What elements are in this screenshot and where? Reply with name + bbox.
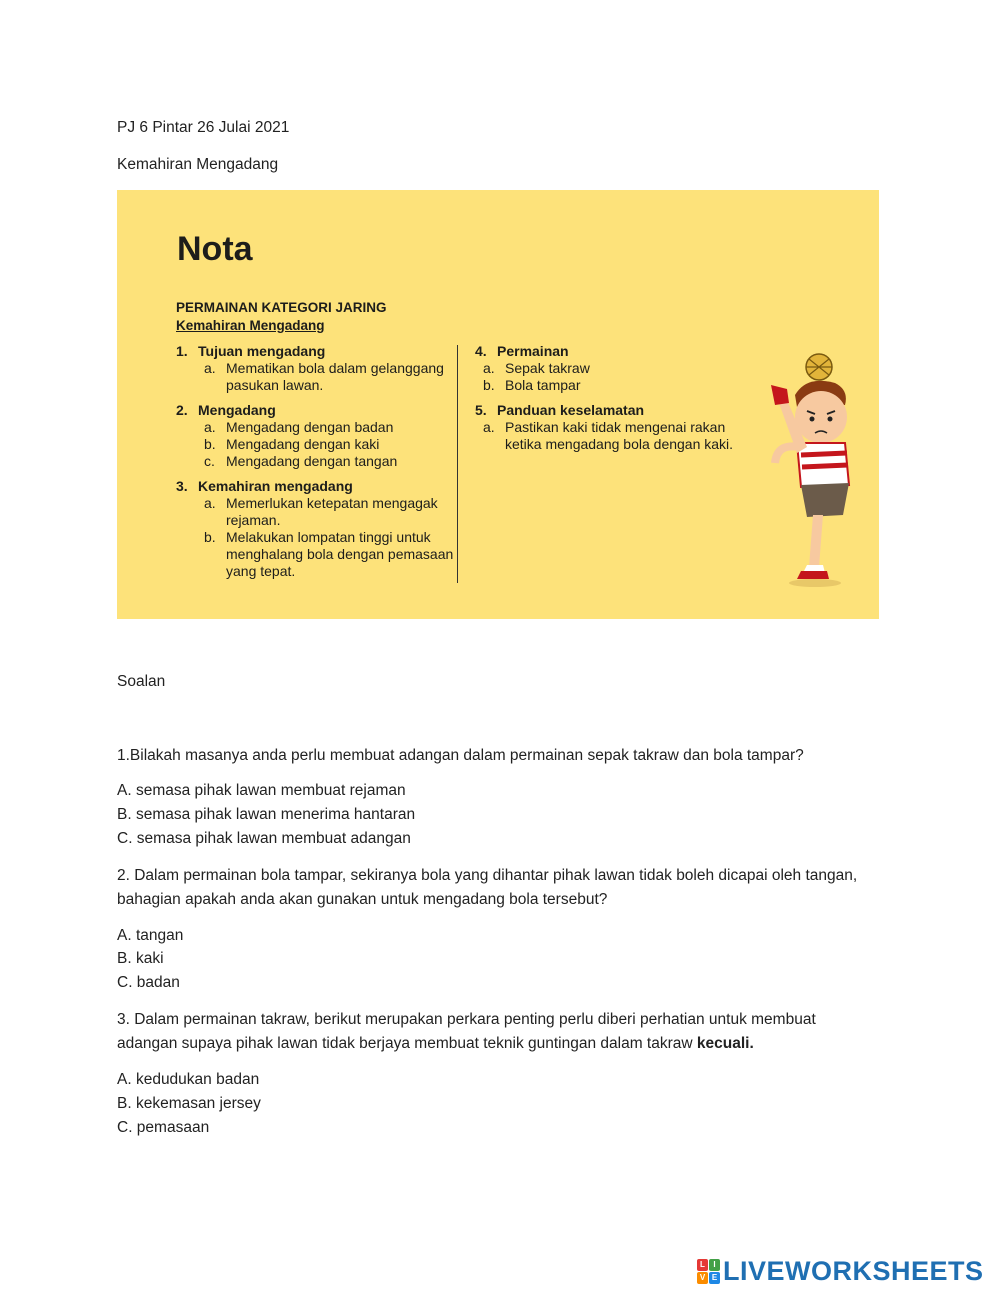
section-title: Panduan keselamatan xyxy=(497,402,645,418)
nota-category: PERMAINAN KATEGORI JARING xyxy=(176,300,387,315)
item-text: Mematikan bola dalam gelanggang pasukan lawan. xyxy=(226,360,444,393)
standing-leg xyxy=(809,515,823,567)
item-letter: b. xyxy=(204,436,216,452)
item-letter: a. xyxy=(483,419,495,435)
nota-section xyxy=(176,343,466,394)
soalan-label: Soalan xyxy=(117,673,166,690)
brand-name: LIVEWORKSHEETS xyxy=(723,1255,984,1286)
option[interactable]: B. semasa pihak lawan menerima hantaran xyxy=(117,806,416,823)
doc-topic-line: Kemahiran Mengadang xyxy=(117,156,279,173)
section-title: Kemahiran mengadang xyxy=(198,478,353,494)
option[interactable]: B. kaki xyxy=(117,950,164,967)
question-2: 2. Dalam permainan bola tampar, sekiranya bola yang dihantar pihak lawan tidak boleh dicapai oleh tangan, bahagian apakah anda akan gunakan untuk mengadang bola tersebut? xyxy=(117,867,858,908)
item-text: Mengadang dengan tangan xyxy=(226,453,398,469)
section-number: 5. xyxy=(475,402,487,418)
option[interactable]: B. kekemasan jersey xyxy=(117,1095,261,1112)
item-letter: a. xyxy=(204,495,216,511)
arm xyxy=(775,446,799,463)
takraw-player-illustration xyxy=(757,345,872,590)
option[interactable]: A. kedudukan badan xyxy=(117,1071,260,1088)
section-number: 4. xyxy=(475,343,487,359)
option[interactable]: C. semasa pihak lawan membuat adangan xyxy=(117,830,411,847)
brand-blocks xyxy=(697,1259,720,1284)
section-number: 2. xyxy=(176,402,188,418)
item-text: Mengadang dengan badan xyxy=(226,419,394,435)
brand-block: V xyxy=(697,1272,708,1284)
column-divider xyxy=(457,345,458,583)
nota-section xyxy=(475,402,735,453)
item-letter: a. xyxy=(204,360,216,376)
item-text: Memerlukan ketepatan mengagak rejaman. xyxy=(226,495,438,528)
face xyxy=(795,391,847,443)
option[interactable]: A. semasa pihak lawan membuat rejaman xyxy=(117,782,406,799)
brand-block: I xyxy=(709,1259,720,1271)
raised-shoe xyxy=(771,385,789,405)
item-text: Sepak takraw xyxy=(505,360,590,376)
standing-shoe xyxy=(797,571,829,579)
question-3-emphasis: kecuali. xyxy=(696,1035,754,1052)
section-number: 3. xyxy=(176,478,188,494)
section-number: 1. xyxy=(176,343,188,359)
item-text: Pastikan kaki tidak mengenai rakan ketika mengadang bola dengan kaki. xyxy=(505,419,734,452)
item-text: Melakukan lompatan tinggi untuk menghalang bola dengan pemasaan yang tepat. xyxy=(226,529,454,579)
nota-panel xyxy=(117,190,879,619)
brand-block: E xyxy=(709,1272,720,1284)
nota-section xyxy=(176,478,466,580)
option[interactable]: A. tangan xyxy=(117,927,184,944)
item-text: Mengadang dengan kaki xyxy=(226,436,380,452)
item-letter: b. xyxy=(483,377,495,393)
item-letter: b. xyxy=(204,529,216,545)
question-1: 1.Bilakah masanya anda perlu membuat adangan dalam permainan sepak takraw dan bola tampar? xyxy=(117,747,804,764)
section-title: Tujuan mengadang xyxy=(198,343,326,359)
question-3 xyxy=(117,1008,877,1056)
liveworksheets-logo xyxy=(697,1255,984,1287)
nota-section xyxy=(475,343,735,394)
question-3-text: 3. Dalam permainan takraw, berikut merupakan perkara penting perlu diberi perhatian untuk membuat adangan supaya pihak lawan tidak berjaya membuat teknik guntingan dalam takraw xyxy=(117,1011,816,1052)
section-title: Permainan xyxy=(497,343,569,359)
option[interactable]: C. badan xyxy=(117,974,180,991)
nota-subtitle: Kemahiran Mengadang xyxy=(176,318,325,333)
item-text: Bola tampar xyxy=(505,377,581,393)
nota-right-column xyxy=(475,343,735,461)
item-letter: a. xyxy=(483,360,495,376)
item-letter: c. xyxy=(204,453,215,469)
nota-section xyxy=(176,402,466,470)
nota-title: Nota xyxy=(177,230,253,268)
item-letter: a. xyxy=(204,419,216,435)
shorts xyxy=(801,483,849,517)
nota-left-column xyxy=(176,343,466,588)
brand-block: L xyxy=(697,1259,708,1271)
doc-date-line: PJ 6 Pintar 26 Julai 2021 xyxy=(117,119,290,136)
section-title: Mengadang xyxy=(198,402,276,418)
option[interactable]: C. pemasaan xyxy=(117,1119,210,1136)
